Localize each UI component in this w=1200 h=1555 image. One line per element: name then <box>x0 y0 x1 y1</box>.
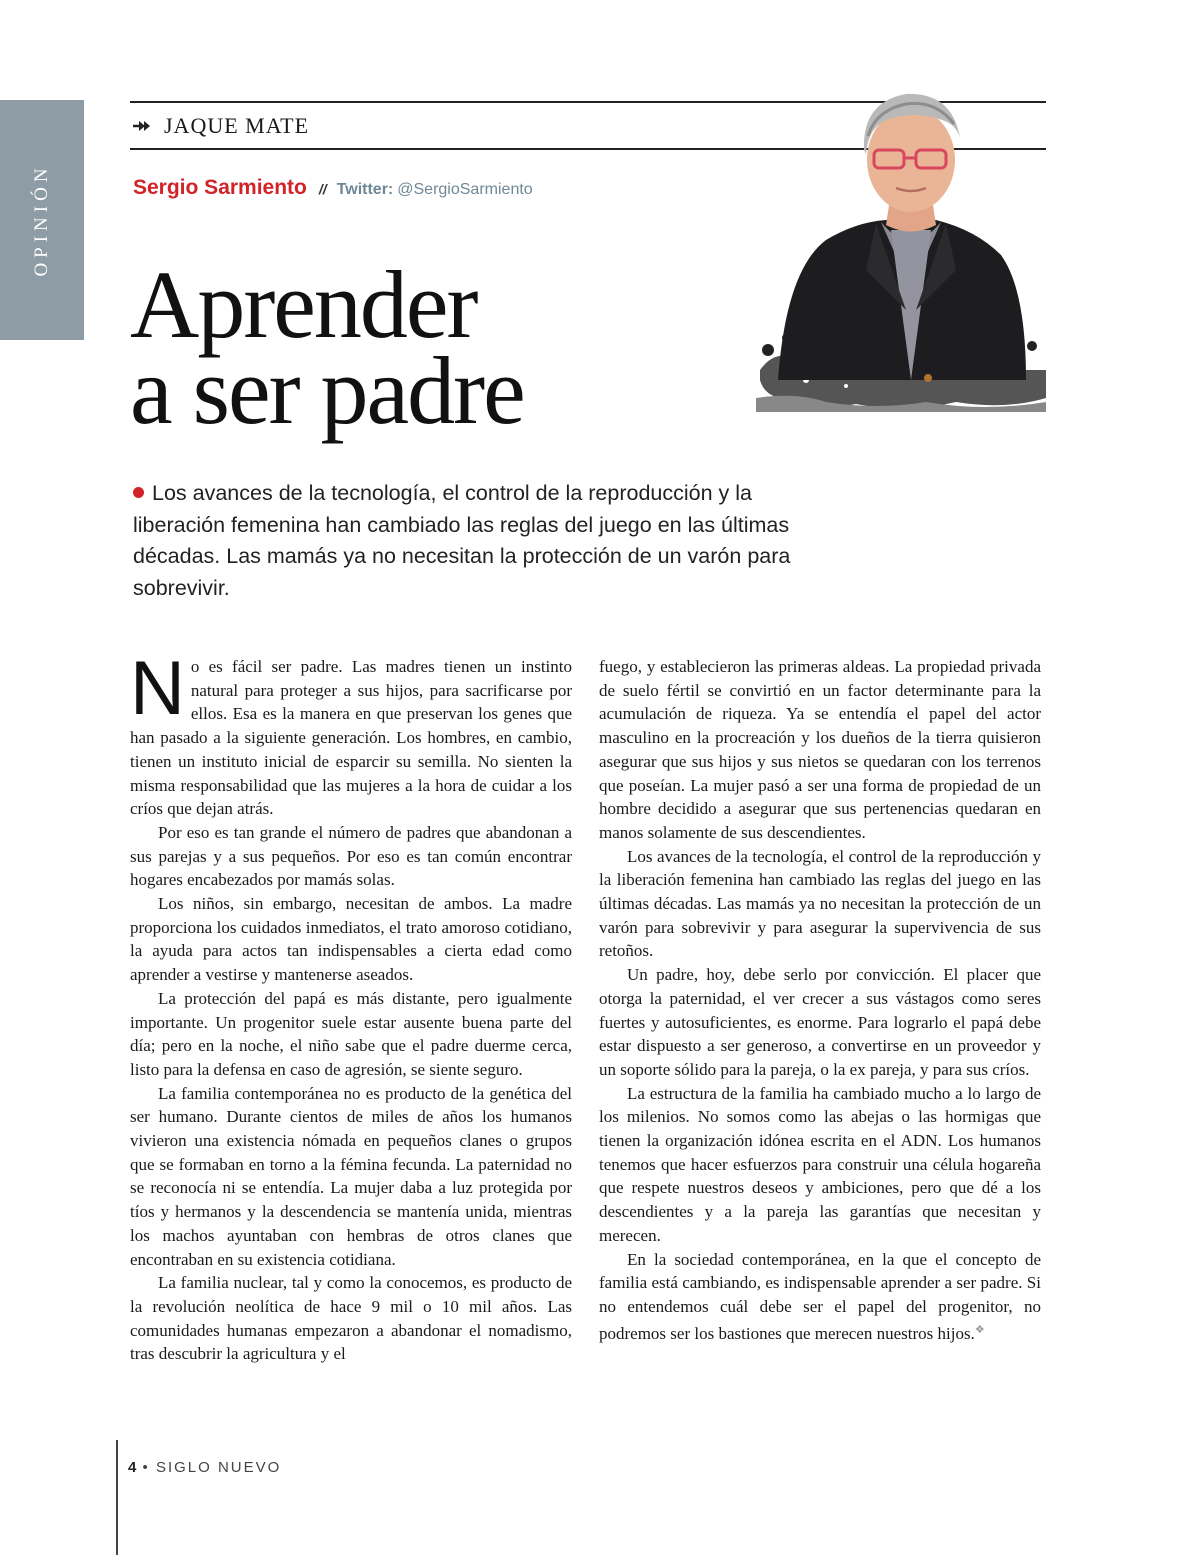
column-header <box>132 110 309 142</box>
end-mark-icon: ❖ <box>974 1323 985 1336</box>
paragraph: La estructura de la familia ha cambiado mucho a lo largo de los milenios. No somos como las abejas o las hormigas que tienen la organización idónea escrita en el ADN. Los humanos tenemos que hacer esfuerzos para construir una célula hogareña que respete nuestros deseos y ambiciones, pero que dé a los descendientes y a la pareja las garantías que necesitan y merecen. <box>599 1083 1041 1245</box>
paragraph <box>130 646 572 821</box>
paragraph-text: o es fácil ser padre. Las madres tienen un instinto natural para proteger a sus hijos, para sacrificarse por ellos. Esa es la manera en que preservan los genes que han pasado a la siguiente generación. Los hombres, en cambio, tienen un instituto inicial de esparcir su semilla. No sienten la misma responsabilidad que las mujeres a la hora de cuidar a los críos que dejan atrás. <box>130 657 572 819</box>
body-column-right <box>599 655 1041 1345</box>
lede-paragraph <box>133 478 813 604</box>
paragraph: Por eso es tan grande el número de padres que abandonan a sus parejas y a sus pequeños. Por eso es tan común encontrar hogares encabezados por mamás solas. <box>130 822 572 890</box>
folio-separator: • <box>142 1459 150 1476</box>
body-column-left <box>130 646 572 1366</box>
headline-line-2: a ser padre <box>130 337 524 444</box>
byline-separator: // <box>318 181 327 197</box>
paragraph-text: En la sociedad contemporánea, en la que el concepto de familia está cambiando, es indispensable aprender a ser padre. Si no entendemos cuál debe ser el papel del progenitor, no podremos ser los bastiones que merecen nuestros hijos. <box>599 1249 1041 1343</box>
lede-text: Los avances de la tecnología, el control de la reproducción y la liberación femenina han cambiado las reglas del juego en las últimas décadas. Las mamás ya no necesitan la protección de un varón para sobrevivir. <box>133 481 791 600</box>
paragraph: Un padre, hoy, debe serlo por convicción. El placer que otorga la paternidad, el ver crecer a sus vástagos como seres fuertes y autosuficientes, es enorme. Para lograrlo el papá debe estar dispuesto a ser generoso, a convertirse en un proveedor y un soporte sólido para la pareja, o la ex pareja, y para sus críos. <box>599 965 1041 1079</box>
publication-name: SIGLO NUEVO <box>155 1459 282 1476</box>
paragraph: La protección del papá es más distante, pero igualmente importante. Un progenitor suele estar ausente buena parte del día; pero en la noche, el niño sabe que el padre duerme cerca, listo para la defensa en caso de agresión, se siente seguro. <box>130 988 572 1079</box>
drop-cap: N <box>130 646 185 731</box>
twitter-handle[interactable]: @SergioSarmiento <box>397 181 533 198</box>
footer-rule <box>116 1440 118 1555</box>
page-number: 4 <box>128 1459 137 1476</box>
double-arrow-icon <box>132 119 154 133</box>
author-name: Sergio Sarmiento <box>133 176 307 199</box>
author-portrait <box>756 80 1046 415</box>
headline <box>130 251 524 444</box>
folio <box>128 1459 281 1476</box>
headline-line-1: Aprender <box>130 251 477 358</box>
paragraph: Los niños, sin embargo, necesitan de ambos. La madre proporciona los cuidados inmediatos, el trato amoroso cotidiano, la ayuda para actos tan indispensables a cierta edad como aprender a vestirse y mantenerse aseados. <box>130 894 572 985</box>
bullet-dot-icon <box>133 487 144 498</box>
section-label: OPINIÓN <box>31 163 52 277</box>
paragraph: Los avances de la tecnología, el control de la reproducción y la liberación femenina han cambiado las reglas del juego en las últimas décadas. Las mamás ya no necesitan la protección de un varón para sobrevivir y para asegurar la supervivencia de sus retoños. <box>599 846 1041 961</box>
column-name: JAQUE MATE <box>164 113 310 138</box>
paragraph <box>599 1248 1041 1346</box>
twitter-label: Twitter: <box>336 181 394 198</box>
paragraph: La familia nuclear, tal y como la conocemos, es producto de la revolución neolítica de hace 9 mil o 10 mil años. Las comunidades humanas empezaron a abandonar el nomadismo, tras descubrir la agricultura y el <box>130 1273 572 1364</box>
byline <box>133 176 533 200</box>
paragraph-continuation: fuego, y establecieron las primeras aldeas. La propiedad privada de suelo fértil se convirtió en un factor determinante para la acumulación de riqueza. Ya se entendía el papel del actor masculino en la procreación y los dueños de la tierra quisieron asegurar que sus hijos y sus nietos se quedaran con los terrenos que poseían. La mujer pasó a ser una forma de propiedad de un hombre decidido a asegurar que sus pertenencias quedaran en manos solamente de sus descendientes. <box>599 657 1041 842</box>
paragraph: La familia contemporánea no es producto de la genética del ser humano. Durante cientos de miles de años los humanos vivieron una existencia nómada en pequeños clanes o grupos que se formaban en torno a la fémina fecunda. La paternidad no se reconocía ni se entendía. La mujer daba a luz protegida por tíos y hermanos y la descendencia se mantenía unida, mientras los machos ayuntaban con hembras de otros clanes que encontraban en su existencia cotidiana. <box>130 1083 572 1269</box>
